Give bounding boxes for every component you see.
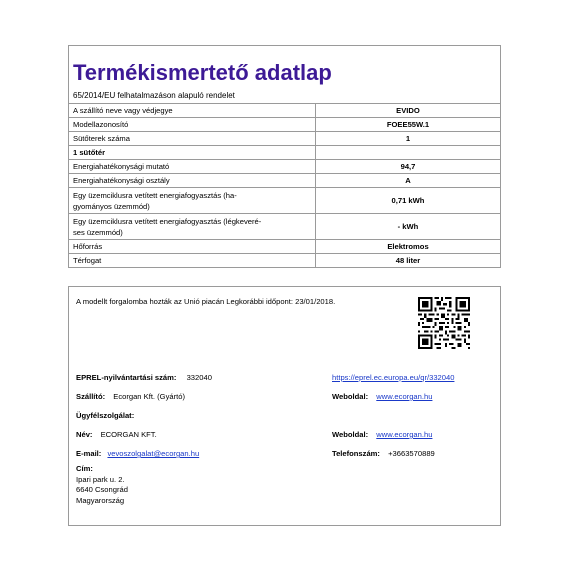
website-link[interactable]: www.ecorgan.hu [376,392,433,401]
email-row [76,449,199,458]
address-line: Ipari park u. 2. [76,474,125,484]
table-row [69,118,500,132]
customer-service-row [76,411,134,420]
website-label: Weboldal: [332,430,369,439]
website-link[interactable]: www.ecorgan.hu [376,430,433,439]
table-row [69,240,500,254]
row-value: 1 [316,132,501,146]
row-label: Egy üzemciklusra vetített energiafogyasztás (légkeveré- ses üzemmód) [69,214,316,240]
row-label: Sütőterek száma [69,132,316,146]
row-label: Energiahatékonysági osztály [69,174,316,188]
eprel-label: EPREL-nyilvántartási szám: [76,373,177,382]
eprel-row [76,373,212,382]
customer-service-label: Ügyfélszolgálat: [76,411,135,420]
website-row-1 [332,392,432,401]
address-label: Cím: [76,464,93,473]
eprel-value: 332040 [186,373,212,382]
row-label: 1 sütőtér [69,146,316,160]
table-row [69,104,500,118]
supplier-label: Szállító: [76,392,106,401]
row-label: Hőforrás [69,240,316,254]
row-value: - kWh [316,214,501,240]
row-label: Modellazonosító [69,118,316,132]
name-label: Név: [76,430,93,439]
row-label: Térfogat [73,256,102,265]
page-title: Termékismertető adatlap [73,60,332,85]
table-row [69,174,500,188]
phone-value: +3663570889 [388,449,435,458]
table-row [69,160,500,174]
row-label: Egy üzemciklusra vetített energiafogyasztás (ha- gyományos üzemmód) [69,188,316,214]
phone-row [332,449,435,458]
supplier-value: Ecorgan Kft. (Gyártó) [113,392,185,401]
product-fiche [68,45,501,268]
eprel-link[interactable]: https://eprel.ec.europa.eu/qr/332040 [332,373,455,382]
row-value: FOEE55W.1 [316,118,501,132]
address-line: 6640 Csongrád [76,485,128,494]
market-date-text: A modellt forgalomba hozták az Unió piacán Legkorábbi időpont: 23/01/2018. [76,297,336,306]
spec-table [69,104,500,267]
supplier-info-box [68,286,501,526]
name-row [76,430,157,439]
phone-label: Telefonszám: [332,449,380,458]
website-label: Weboldal: [332,392,369,401]
address-line: Magyarország [76,495,125,505]
table-row [69,146,500,160]
table-row [69,214,500,240]
eprel-link-row [332,373,454,382]
email-link[interactable]: vevoszolgalat@ecorgan.hu [107,449,200,458]
regulation-subtitle: 65/2014/EU felhatalmazáson alapuló rendelet [69,89,500,104]
row-label: Energiahatékonysági mutató [69,160,316,174]
name-value: ECORGAN KFT. [100,430,157,439]
supplier-row [76,392,185,401]
row-value: 0,71 kWh [316,188,501,214]
table-row [69,132,500,146]
row-value [316,146,501,160]
website-row-2 [332,430,432,439]
table-row [69,254,500,268]
row-value: Elektromos [316,240,501,254]
table-row [69,188,500,214]
email-label: E-mail: [76,449,102,458]
address-block [76,464,128,506]
qr-code-icon [418,297,470,349]
row-value: 94,7 [316,160,501,174]
row-value: A [316,174,501,188]
row-label: A szállító neve vagy védjegye [69,104,316,118]
row-value: EVIDO [316,104,501,118]
row-value: 48 liter [316,254,501,268]
